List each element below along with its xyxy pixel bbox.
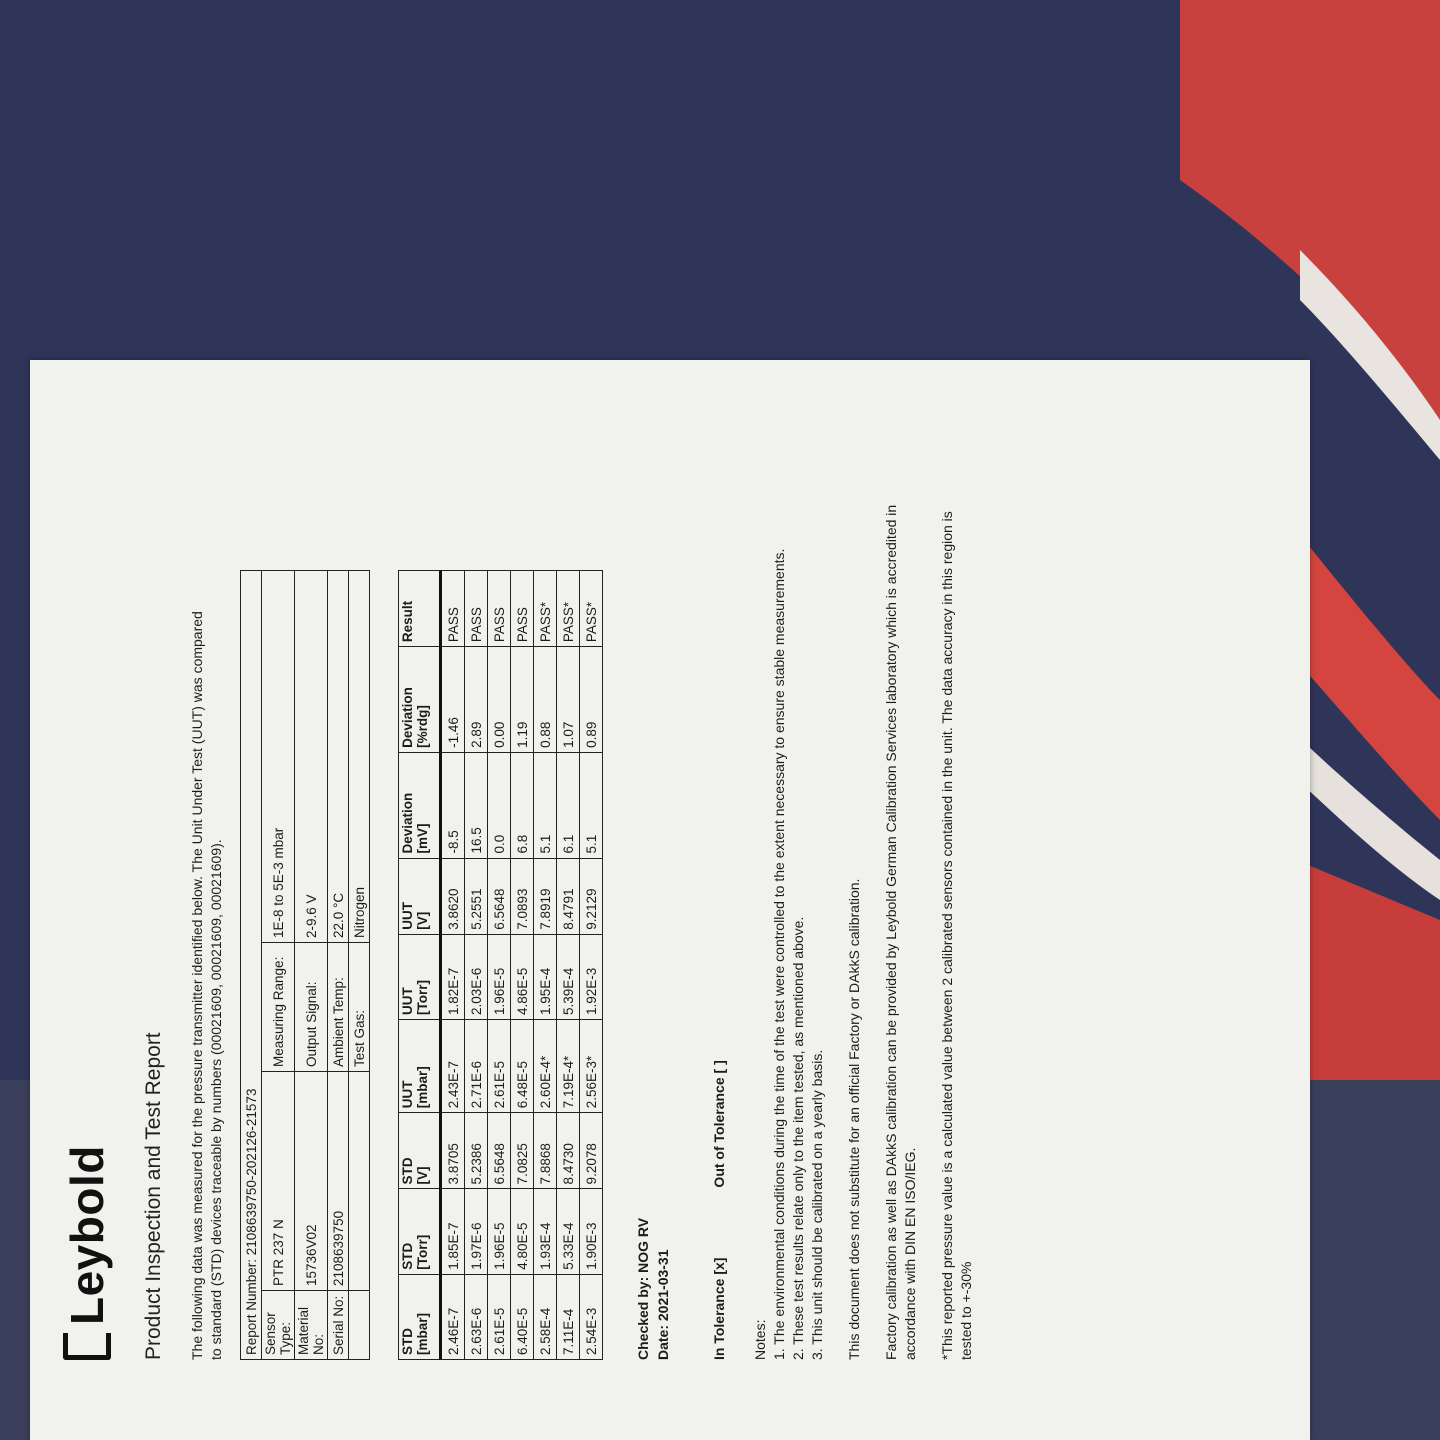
table-cell: 3.8705 [441,1113,465,1189]
intro-text: The following data was measured for the pressure transmitter identified below. The Unit Under Test (UUT) was compared to standard (STD) devices traceable by numbers (00021609, 00021609, 00021609). [189,611,224,1360]
table-cell: 5.1 [534,752,557,858]
table-cell: 2.58E-4 [534,1274,557,1359]
info-value: 2-9.6 V [295,571,328,943]
column-header [399,571,441,647]
table-cell: 9.2129 [580,858,603,934]
table-cell: 7.19E-4* [557,1020,580,1113]
table-cell: 5.2551 [465,858,488,934]
column-header-unit: [%rdg] [415,705,430,748]
table-cell: 2.43E-7 [441,1020,465,1113]
table-cell: 4.86E-5 [511,934,534,1019]
column-header-unit: [mV] [415,823,430,854]
info-row [295,571,328,1360]
table-body [441,571,603,1360]
info-row [328,571,349,1360]
table-cell: 6.40E-5 [511,1274,534,1359]
checked-date: Date: 2021-03-31 [655,1249,671,1360]
table-cell: 2.89 [465,647,488,753]
note-item: 1. The environmental conditions during the time of the test were controlled to the extent necessary to ensure stable measurements. [771,548,787,1360]
table-cell: 7.8919 [534,858,557,934]
info-value: 15736V02 [295,1072,328,1291]
column-header-name: STD [400,1242,415,1270]
report-number: Report Number: 2108639750-202126-21573 [241,571,262,1360]
column-header-name: Result [400,600,415,643]
measurement-table [398,570,603,1360]
table-cell: 2.56E-3* [580,1020,603,1113]
table-cell: 1.90E-3 [580,1189,603,1274]
table-row [488,571,511,1360]
table-row [580,571,603,1360]
table-cell: 1.96E-5 [488,934,511,1019]
table-cell: 1.97E-6 [465,1189,488,1274]
report-number-row [241,571,262,1360]
notes [751,500,827,1360]
note-item: 3. This unit should be calibrated on a yearly basis. [809,1049,825,1360]
table-cell: 6.48E-5 [511,1020,534,1113]
table-cell: 2.63E-6 [465,1274,488,1359]
table-cell: PASS [465,571,488,647]
table-cell: 5.1 [580,752,603,858]
table-cell: 7.0893 [511,858,534,934]
paper [30,360,1310,1440]
table-cell: 1.95E-4 [534,934,557,1019]
info-value: Nitrogen [349,571,370,943]
table-row [534,571,557,1360]
info-value: 22.0 °C [328,571,349,943]
table-cell: 0.89 [580,647,603,753]
footnote-text: *This reported pressure value is a calculated value between 2 calibrated sensors contained in the unit. The data accuracy in this region is tested to +-30% [939,511,974,1360]
table-cell: 3.8620 [441,858,465,934]
table-cell: 8.4730 [557,1113,580,1189]
column-header [399,647,441,753]
info-value: 2108639750 [328,1072,349,1291]
column-header-name: Deviation [400,792,415,854]
info-value [349,1072,370,1291]
checked-block [633,460,673,1360]
column-header-unit: [V] [415,911,430,930]
column-header [399,1274,441,1359]
column-header [399,1020,441,1113]
info-label: Ambient Temp: [328,943,349,1072]
table-cell: 2.46E-7 [441,1274,465,1359]
table-cell: 0.88 [534,647,557,753]
in-tolerance: In Tolerance [x] [711,1257,727,1360]
info-table [240,570,370,1360]
leybold-mark-icon [63,1333,111,1360]
table-cell: 1.96E-5 [488,1189,511,1274]
table-cell: 2.03E-6 [465,934,488,1019]
brand-name: Leybold [61,1145,113,1325]
table-cell: 6.1 [557,752,580,858]
column-header-unit: [V] [415,1166,430,1185]
tolerance-block [711,460,727,1360]
column-header-name: STD [400,1328,415,1355]
table-cell: 1.07 [557,647,580,753]
table-cell: PASS* [557,571,580,647]
info-label: Serial No: [328,1291,349,1360]
table-cell: 7.8868 [534,1113,557,1189]
table-cell: 6.5648 [488,1113,511,1189]
info-value: 1E-8 to 5E-3 mbar [262,571,295,943]
table-cell: PASS* [534,571,557,647]
table-cell: 1.85E-7 [441,1189,465,1274]
report-sheet [30,360,1440,1440]
table-cell: 1.82E-7 [441,934,465,1019]
table-cell: 5.2386 [465,1113,488,1189]
table-cell: PASS [488,571,511,647]
info-label [349,1291,370,1360]
column-header [399,858,441,934]
table-row [465,571,488,1360]
disclaimer-text: This document does not substitute for an official Factory or DAkkS calibration. [846,878,862,1360]
column-header-unit: [Torr] [415,1234,430,1270]
table-header-row [399,571,441,1360]
table-row [441,571,465,1360]
column-header-name: UUT [400,901,415,930]
column-header-name: UUT [400,1080,415,1109]
table-cell: 1.19 [511,647,534,753]
column-header [399,1113,441,1189]
table-cell: 9.2078 [580,1113,603,1189]
table-cell: 5.33E-4 [557,1189,580,1274]
table-cell: 16.5 [465,752,488,858]
info-label: Sensor Type: [262,1291,295,1360]
table-cell: PASS* [580,571,603,647]
table-row [511,571,534,1360]
table-cell: 7.11E-4 [557,1274,580,1359]
table-cell: 1.93E-4 [534,1189,557,1274]
table-cell: 2.61E-5 [488,1020,511,1113]
notes-heading: Notes: [752,1319,768,1360]
info-label: Measuring Range: [262,943,295,1072]
table-cell: 2.60E-4* [534,1020,557,1113]
table-cell: 2.61E-5 [488,1274,511,1359]
column-header [399,1189,441,1274]
report-title: Product Inspection and Test Report [142,1032,165,1360]
info-label: Test Gas: [349,943,370,1072]
table-cell: 2.54E-3 [580,1274,603,1359]
column-header-unit: [mbar] [415,1066,430,1109]
table-cell: 0.0 [488,752,511,858]
table-cell: 2.71E-6 [465,1020,488,1113]
column-header-name: UUT [400,987,415,1016]
table-cell: 1.92E-3 [580,934,603,1019]
table-cell: 7.0825 [511,1113,534,1189]
brand-logo [60,460,114,1360]
note-item: 2. These test results relate only to the item tested, as mentioned above. [790,916,806,1360]
table-cell: -8.5 [441,752,465,858]
column-header-unit: [Torr] [415,980,430,1016]
checked-by: Checked by: NOG RV [635,1217,651,1360]
table-cell: -1.46 [441,647,465,753]
column-header-name: STD [400,1157,415,1185]
report-content [60,460,976,1360]
table-cell: 5.39E-4 [557,934,580,1019]
factory-calibration-text: Factory calibration as well as DAkkS calibration can be provided by Leybold German Calibration Services laboratory which is accredited in accordance with DIN EN ISO/IEG. [883,504,918,1360]
table-row [557,571,580,1360]
column-header-name: Deviation [400,687,415,748]
info-row [262,571,295,1360]
out-of-tolerance: Out of Tolerance [ ] [711,1060,727,1188]
table-cell: 0.00 [488,647,511,753]
table-cell: 4.80E-5 [511,1189,534,1274]
info-row [349,571,370,1360]
table-cell: 6.8 [511,752,534,858]
table-cell: 8.4791 [557,858,580,934]
column-header [399,752,441,858]
info-label: Material No: [295,1291,328,1360]
table-cell: 6.5648 [488,858,511,934]
column-header-unit: [mbar] [415,1312,430,1355]
table-cell: PASS [511,571,534,647]
table-cell: PASS [441,571,465,647]
info-label: Output Signal: [295,943,328,1072]
info-value: PTR 237 N [262,1072,295,1291]
column-header [399,934,441,1019]
